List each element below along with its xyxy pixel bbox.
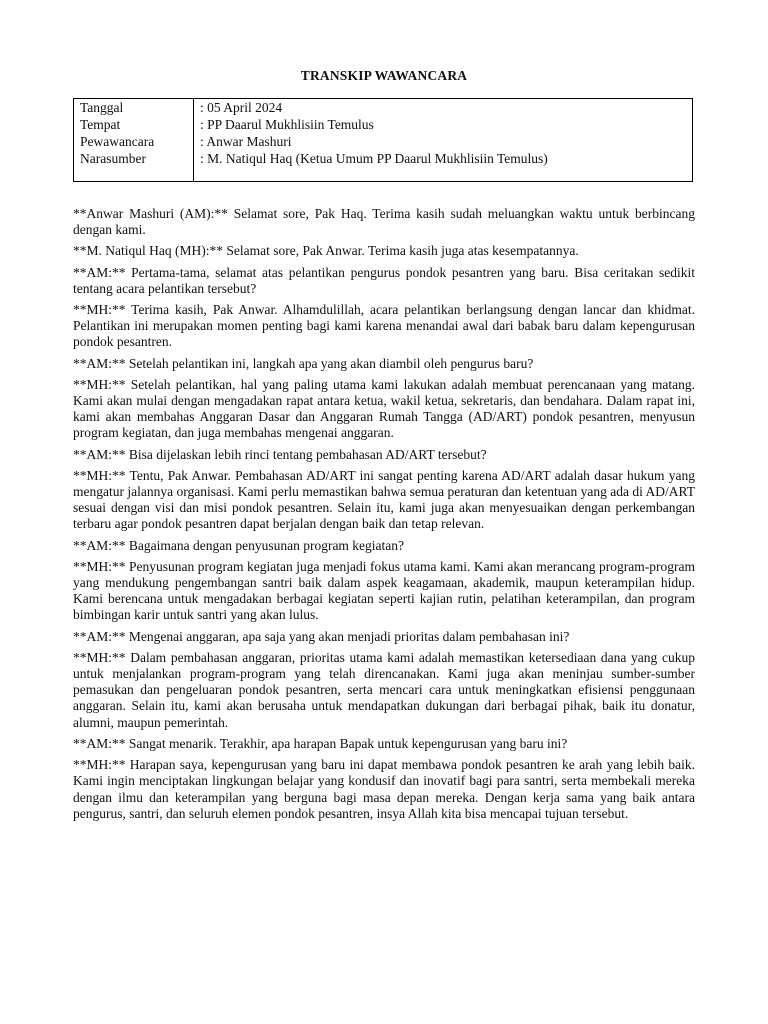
info-label-pewawancara: Pewawancara xyxy=(80,134,155,149)
info-label-tanggal: Tanggal xyxy=(80,100,124,115)
info-label-narasumber: Narasumber xyxy=(80,151,146,166)
transcript-paragraph: **MH:** Penyusunan program kegiatan juga menjadi fokus utama kami. Kami akan merancang program-program yang mendukung pengembangan santri baik dalam aspek keagamaan, akademik, maupun keterampilan hidup. Kami berencana untuk mengadakan berbagai kegiatan seperti kajian rutin, pelatihan keterampilan, dan program bimbingan karir untuk santri yang akan lulus. xyxy=(73,558,695,623)
info-labels-column xyxy=(74,99,194,181)
transcript-paragraph: **MH:** Setelah pelantikan, hal yang paling utama kami lakukan adalah membuat perencanaan yang matang. Kami akan mulai dengan mengadakan rapat antara ketua, wakil ketua, sekretaris, dan bendahara. Dalam rapat ini, kami akan membahas Anggaran Dasar dan Anggaran Rumah Tangga (AD/ART) pondok pesantren, menyusun program kegiatan, dan juga membahas mengenai anggaran. xyxy=(73,376,695,441)
info-value-narasumber: : M. Natiqul Haq (Ketua Umum PP Daarul Mukhlisiin Temulus) xyxy=(200,151,548,166)
transcript-paragraph: **AM:** Bagaimana dengan penyusunan program kegiatan? xyxy=(73,537,405,553)
document-title: TRANSKIP WAWANCARA xyxy=(300,68,468,83)
transcript-paragraph: **MH:** Terima kasih, Pak Anwar. Alhamdulillah, acara pelantikan berlangsung dengan lancar dan khidmat. Pelantikan ini merupakan momen penting bagi kami karena menandai awal dari babak baru dalam kepengurusan pondok pesantren. xyxy=(73,302,695,350)
info-value-pewawancara: : Anwar Mashuri xyxy=(200,134,292,149)
transcript-paragraph: **AM:** Pertama-tama, selamat atas pelantikan pengurus pondok pesantren yang baru. Bisa ceritakan sedikit tentang acara pelantikan tersebut? xyxy=(73,264,695,296)
transcript-paragraph: **MH:** Dalam pembahasan anggaran, prioritas utama kami adalah memastikan ketersediaan dana yang cukup untuk menjalankan program-program yang telah direncanakan. Kami juga akan meninjau sumber-sumber pemasukan dan pengeluaran pondok pesantren, serta mencari cara untuk meningkatkan efisiensi penggunaan anggaran. Selain itu, kami akan berusaha untuk mendapatkan dukungan dari berbagai pihak, baik itu donatur, alumni, maupun pemerintah. xyxy=(73,649,695,730)
transcript-paragraph: **M. Natiqul Haq (MH):** Selamat sore, Pak Anwar. Terima kasih juga atas kesempatannya. xyxy=(73,243,579,259)
info-values-column xyxy=(194,99,692,181)
transcript-paragraph: **AM:** Sangat menarik. Terakhir, apa harapan Bapak untuk kepengurusan yang baru ini? xyxy=(73,735,568,751)
transcript-paragraph: **AM:** Mengenai anggaran, apa saja yang akan menjadi prioritas dalam pembahasan ini? xyxy=(73,628,570,644)
transcript-paragraph: **AM:** Bisa dijelaskan lebih rinci tentang pembahasan AD/ART tersebut? xyxy=(73,446,487,462)
info-value-tempat: : PP Daarul Mukhlisiin Temulus xyxy=(200,117,374,132)
info-value-tanggal: : 05 April 2024 xyxy=(200,100,283,115)
interview-info-table xyxy=(73,98,693,182)
transcript-paragraph: **MH:** Tentu, Pak Anwar. Pembahasan AD/ART ini sangat penting karena AD/ART adalah dasar hukum yang mengatur jalannya organisasi. Kami perlu memastikan bahwa semua peraturan dan ketentuan yang ada di AD/ART sesuai dengan visi dan misi pondok pesantren. Selain itu, kami juga akan menyesuaikan dengan perkembangan terbaru agar pondok pesantren dapat berjalan dengan baik dan tetap relevan. xyxy=(73,467,695,532)
transcript-paragraph: **MH:** Harapan saya, kepengurusan yang baru ini dapat membawa pondok pesantren ke arah yang lebih baik. Kami ingin menciptakan lingkungan belajar yang kondusif dan inovatif bagi para santri, serta membekali mereka dengan ilmu dan keterampilan yang berguna bagi masa depan mereka. Dengan kerja sama yang baik antara pengurus, santri, dan seluruh elemen pondok pesantren, insya Allah kita bisa mencapai tujuan tersebut. xyxy=(73,757,695,821)
transcript-body xyxy=(73,206,695,827)
transcript-paragraph: **Anwar Mashuri (AM):** Selamat sore, Pak Haq. Terima kasih sudah meluangkan waktu untuk berbincang dengan kami. xyxy=(73,206,695,238)
transcript-paragraph: **AM:** Setelah pelantikan ini, langkah apa yang akan diambil oleh pengurus baru? xyxy=(73,355,534,371)
info-label-tempat: Tempat xyxy=(80,117,121,132)
